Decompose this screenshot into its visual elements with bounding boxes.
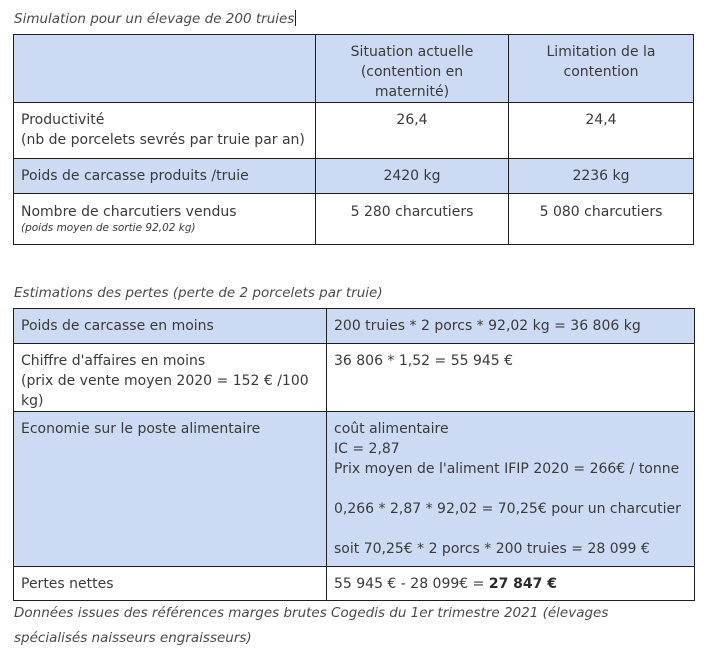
- carcass-weight-current-value: 2420 kg: [316, 159, 509, 194]
- table2-caption: Estimations des pertes (perte de 2 porcelets par truie): [14, 285, 383, 301]
- row-label-carcass-less: Poids de carcasse en moins: [14, 309, 327, 344]
- feed-savings-calculation: coût alimentaire IC = 2,87 Prix moyen de l'aliment IFIP 2020 = 266€ / tonne 0,266 * 2,87 * 92,02 = 70,25€ pour un charcutier soit 70,25€ * 2 porcs * 200 truies = 28 099 €: [327, 412, 695, 567]
- net-losses-value: 55 945 € - 28 099€ = 27 847 €: [327, 567, 695, 601]
- row-label-productivity: Productivité (nb de porcelets sevrés par truie par an): [14, 103, 316, 159]
- carcass-weight-limited-value: 2236 kg: [509, 159, 694, 194]
- header-limited-restraint: Limitation de la contention: [509, 35, 694, 103]
- table-row: [14, 567, 695, 601]
- revenue-less-value: 36 806 * 1,52 = 55 945 €: [327, 344, 695, 412]
- productivity-limited-value: 24,4: [509, 103, 694, 159]
- pigs-sold-limited-value: 5 080 charcutiers: [509, 194, 694, 245]
- table-row: [14, 309, 695, 344]
- average-weight-note: (poids moyen de sortie 92,02 kg): [21, 222, 196, 234]
- table-row: [14, 35, 694, 103]
- table-row: [14, 159, 694, 194]
- row-label-feed-savings: Economie sur le poste alimentaire: [14, 412, 327, 567]
- table-row: [14, 344, 695, 412]
- table1-caption: Simulation pour un élevage de 200 truies: [14, 11, 295, 27]
- simulation-table: [13, 34, 694, 245]
- pigs-sold-current-value: 5 280 charcutiers: [316, 194, 509, 245]
- header-current-situation: Situation actuelle (contention en maternité): [316, 35, 509, 103]
- net-losses-total: 27 847 €: [488, 576, 558, 592]
- header-empty-cell: [14, 35, 316, 103]
- carcass-less-value: 200 truies * 2 porcs * 92,02 kg = 36 806 kg: [327, 309, 695, 344]
- table-row: [14, 412, 695, 567]
- text-cursor: [295, 10, 296, 26]
- productivity-current-value: 26,4: [316, 103, 509, 159]
- row-label-revenue-less: Chiffre d'affaires en moins (prix de vente moyen 2020 = 152 € /100 kg): [14, 344, 327, 412]
- row-label-pigs-sold: Nombre de charcutiers vendus (poids moyen de sortie 92,02 kg): [14, 194, 316, 245]
- source-note: Données issues des références marges brutes Cogedis du 1er trimestre 2021 (élevages spécialisés naisseurs engraisseurs): [14, 605, 609, 646]
- row-label-net-losses: Pertes nettes: [14, 567, 327, 601]
- losses-table: [13, 308, 695, 601]
- table-row: [14, 103, 694, 159]
- row-label-carcass-weight: Poids de carcasse produits /truie: [14, 159, 316, 194]
- table-row: [14, 194, 694, 245]
